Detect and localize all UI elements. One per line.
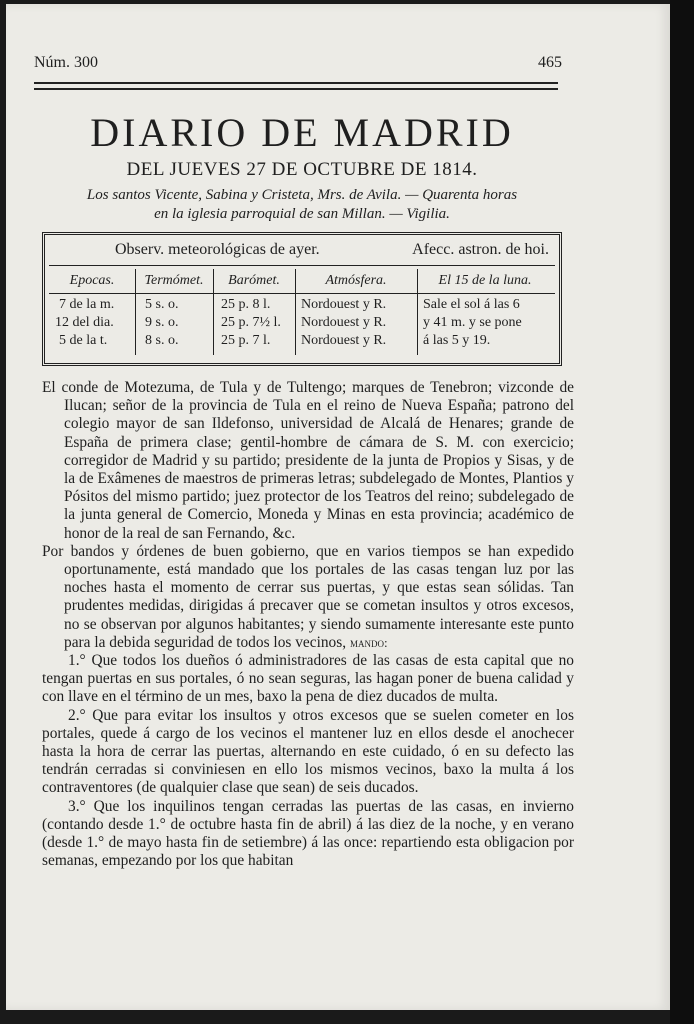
- top-rule: [34, 82, 558, 84]
- scan-background-edge: [670, 0, 694, 1024]
- row-barometro: 25 p. 8 l.: [221, 297, 271, 312]
- row-termometro: 9 s. o.: [145, 315, 179, 330]
- saints-line-2: en la iglesia parroquial de san Millan. — Vigilia.: [154, 206, 450, 222]
- column-header-termometro: Termómet.: [144, 273, 204, 288]
- article-body: [42, 379, 574, 870]
- column-header-atmosfera: Atmósfera.: [325, 273, 387, 288]
- top-rule-2: [34, 88, 558, 90]
- article-paragraph: 2.° Que para evitar los insultos y otros excesos que se suelen cometer en los portales, quede á cargo de los vecinos el mantener luz en ellos desde el anochecer hasta la hora de cerrar las puertas, alternando en este cuidado, ó en su defecto las tendrán cerradas si conviniesen en ello los mismos vecinos, baxo la multa á los contraventores (de qualquier clase que sean) de seis ducados.: [42, 706, 574, 797]
- saints-line-1: Los santos Vicente, Sabina y Cristeta, Mrs. de Avila. — Quarenta horas: [86, 187, 518, 203]
- row-epoca: 5 de la t.: [59, 333, 108, 348]
- row-termometro: 8 s. o.: [145, 333, 179, 348]
- issue-number: Núm. 300: [34, 54, 98, 71]
- table-rule: [49, 293, 555, 294]
- date-line: DEL JUEVES 27 DE OCTUBRE DE 1814.: [126, 159, 478, 180]
- article-paragraph: [42, 543, 574, 652]
- column-header-barometro: Barómet.: [228, 273, 280, 288]
- article-paragraph: El conde de Motezuma, de Tula y de Tultengo; marques de Tenebron; vizconde de Ilucan; señor de la provincia de Tula en el reino de Nueva España; patrono del colegio mayor de san Ildefonso, universidad de Alcalá de Henares; grande de España de primera clase; gentil-hombre de cámara de S. M. con exercicio; corregidor de Madrid y su partido; presidente de la junta de Propios y Sisas, y de la de Exâmenes de maestros de primeras letras; subdelegado de Montes, Plantios y Pósitos del mismo partido; juez protector de los Teatros del reino; subdelegado de la junta general de Comercio, Moneda y Minas en esta provincia; académico de honor de la real de san Fernando, &c.: [42, 379, 574, 542]
- column-header-epocas: Epocas.: [69, 273, 115, 288]
- row-barometro: 25 p. 7½ l.: [221, 315, 281, 330]
- weather-caption: Observ. meteorológicas de ayer.: [115, 241, 320, 258]
- newspaper-page: [6, 4, 670, 1010]
- row-atmosfera: Nordouest y R.: [301, 315, 387, 330]
- article-paragraph: 3.° Que los inquilinos tengan cerradas las puertas de las casas, en invierno (contando desde 1.° de octubre hasta fin de abril) á las diez de la noche, y en verano (desde 1.° de mayo hasta fin de setiembre) á las once: repartiendo esta obligacion por semanas, empezando por los que habitan: [42, 797, 574, 870]
- article-paragraph: 1.° Que todos los dueños ó administradores de las casas de esta capital que no tengan puertas en sus portales, ó no sean seguras, las hagan poner de buena calidad y con llave en el término de un mes, baxo la pena de diez ducados de multa.: [42, 652, 574, 706]
- row-astro: Sale el sol á las 6: [423, 297, 520, 312]
- row-astro: y 41 m. y se pone: [423, 315, 522, 330]
- newspaper-title: DIARIO DE MADRID: [90, 110, 514, 155]
- row-atmosfera: Nordouest y R.: [301, 297, 387, 312]
- table-rule: [49, 265, 555, 266]
- row-termometro: 5 s. o.: [145, 297, 179, 312]
- mando-label: mando:: [349, 634, 388, 650]
- astro-caption: Afecc. astron. de hoi.: [412, 241, 549, 258]
- row-epoca: 12 del dia.: [55, 315, 114, 330]
- weather-table: [42, 232, 562, 366]
- page-number: 465: [538, 54, 562, 71]
- row-epoca: 7 de la m.: [59, 297, 115, 312]
- row-atmosfera: Nordouest y R.: [301, 333, 387, 348]
- row-astro: á las 5 y 19.: [423, 333, 491, 348]
- row-barometro: 25 p. 7 l.: [221, 333, 271, 348]
- saints-notice: [34, 186, 570, 224]
- paragraph-text: Por bandos y órdenes de buen gobierno, que en varios tiempos se han expedido oportunamente, está mandado que los portales de las casas tengan luz por las noches hasta el momento de cerrar sus puertas, y que estas sean sólidas. Tan prudentes medidas, dirigidas á precaver que se cometan insultos y otros excesos, no se observan por algunos habitantes; y siendo sumamente interesante este punto para la debida seguridad de todos los vecinos,: [42, 542, 574, 651]
- column-header-luna: El 15 de la luna.: [438, 273, 532, 288]
